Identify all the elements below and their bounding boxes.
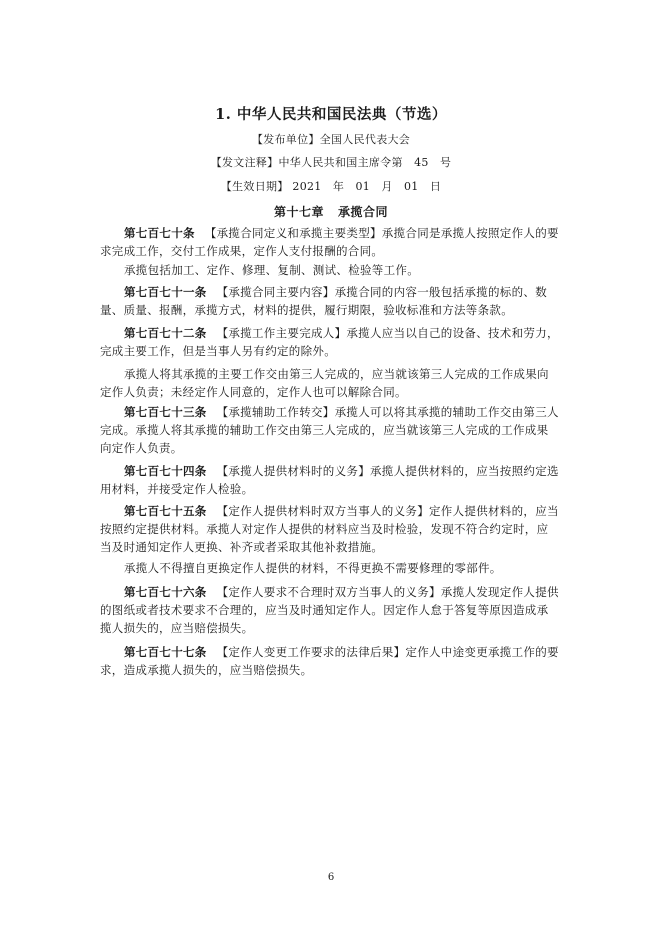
- article-text: 【承揽工作主要完成人】承揽人应当以自己的设备、技术和劳力，完成主要工作，但是当事人另有约定的除外。: [100, 326, 559, 358]
- article-text: 【承揽合同定义和承揽主要类型】承揽合同是承揽人按照定作人的要求完成工作，交付工作成果，定作人支付报酬的合同。: [100, 226, 559, 258]
- article-text: 【承揽人提供材料时的义务】承揽人提供材料的，应当按照约定选用材料，并接受定作人检验。: [100, 464, 559, 496]
- article-771: [100, 283, 560, 319]
- chapter-heading: [0, 203, 662, 220]
- article-number: 第七百七十一条: [124, 285, 207, 299]
- paragraph-text: 承揽人将其承揽的主要工作交由第三人完成的，应当就该第三人完成的工作成果向定作人负责；未经定作人同意的，定作人也可以解除合同。: [100, 367, 549, 399]
- article-number: 第七百七十五条: [124, 504, 207, 518]
- article-text: 【定作人提供材料时双方当事人的义务】定作人提供材料的，应当按照约定提供材料。承揽人对定作人提供的材料应当及时检验，发现不符合约定时，应当及时通知定作人更换、补齐或者采取其他补救措施。: [100, 504, 559, 554]
- chapter-name: 承揽合同: [338, 205, 389, 219]
- article-number: 第七百七十四条: [124, 464, 207, 478]
- article-number: 第七百七十二条: [124, 326, 207, 340]
- article-text: 【承揽辅助工作转交】承揽人可以将其承揽的辅助工作交由第三人完成。承揽人将其承揽的辅助工作交由第三人完成的，应当就该第三人完成的工作成果向定作人负责。: [100, 405, 559, 455]
- article-text: 【定作人变更工作要求的法律后果】定作人中途变更承揽工作的要求，造成承揽人损失的，应当赔偿损失。: [100, 645, 559, 677]
- paragraph-text: 承揽人不得擅自更换定作人提供的材料，不得更换不需要修理的零部件。: [124, 561, 502, 575]
- document-title: 1. 中华人民共和国民法典（节选）: [215, 106, 447, 123]
- article-773: [100, 403, 560, 457]
- effective-date: 【生效日期】 2021 年 01 月 01 日: [220, 180, 442, 193]
- article-774: [100, 462, 560, 498]
- article-text: 【定作人要求不合理时双方当事人的义务】承揽人发现定作人提供的图纸或者技术要求不合理的，应当及时通知定作人。因定作人怠于答复等原因造成承揽人损失的，应当赔偿损失。: [100, 585, 559, 635]
- page-number: 6: [327, 872, 335, 883]
- chapter-number: 第十七章: [273, 205, 324, 219]
- paragraph: [100, 365, 560, 401]
- article-number: 第七百七十六条: [124, 585, 207, 599]
- article-text: 【承揽合同主要内容】承揽合同的内容一般包括承揽的标的、数量、质量、报酬，承揽方式，材料的提供，履行期限，验收标准和方法等条款。: [100, 285, 548, 317]
- paragraph: [100, 261, 560, 279]
- article-number: 第七百七十条: [124, 226, 195, 240]
- article-770: [100, 224, 560, 260]
- article-772: [100, 324, 560, 360]
- article-number: 第七百七十七条: [124, 645, 207, 659]
- article-775: [100, 502, 560, 556]
- article-number: 第七百七十三条: [124, 405, 207, 419]
- paragraph: [100, 559, 560, 577]
- article-776: [100, 583, 560, 637]
- paragraph-text: 承揽包括加工、定作、修理、复制、测试、检验等工作。: [124, 263, 419, 277]
- article-777: [100, 643, 560, 679]
- issuing-unit: 【发布单位】全国人民代表大会: [251, 133, 411, 146]
- issuance-note: 【发文注释】中华人民共和国主席令第 45 号: [210, 156, 452, 169]
